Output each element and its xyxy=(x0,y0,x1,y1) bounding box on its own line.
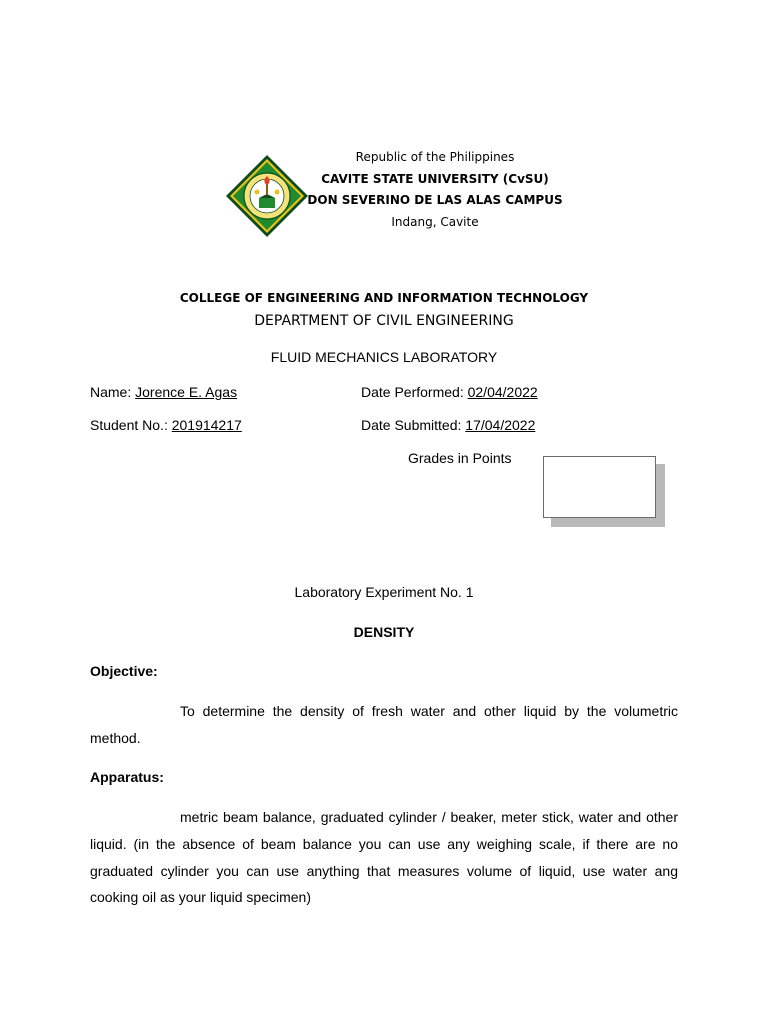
date-performed-field xyxy=(361,384,538,400)
experiment-title: DENSITY xyxy=(353,624,415,640)
date-performed-value: 02/04/2022 xyxy=(467,384,538,400)
objective-heading: Objective: xyxy=(90,663,158,679)
apparatus-text: metric beam balance, graduated cylinder / beaker, meter stick, water and other liquid. (in the absence of beam balance you can use any weighing scale, if there are no graduated cylinder you can use anything that measures volume of liquid, use water ang cooking oil as your liquid specimen) xyxy=(90,809,678,906)
campus-line: DON SEVERINO DE LAS ALAS CAMPUS xyxy=(307,193,563,207)
date-performed-label: Date Performed: xyxy=(361,384,468,400)
date-submitted-field xyxy=(361,417,535,433)
experiment-number: Laboratory Experiment No. 1 xyxy=(294,584,474,600)
date-submitted-value: 17/04/2022 xyxy=(465,417,536,433)
cvsu-seal-logo xyxy=(225,154,309,238)
name-label: Name: xyxy=(90,384,136,400)
location-line: Indang, Cavite xyxy=(391,214,479,229)
date-submitted-label: Date Submitted: xyxy=(361,417,466,433)
lab-title: FLUID MECHANICS LABORATORY xyxy=(270,349,498,365)
college-title: COLLEGE OF ENGINEERING AND INFORMATION TECHNOLOGY xyxy=(179,291,589,305)
student-no-label: Student No.: xyxy=(90,417,172,433)
grade-box xyxy=(543,456,656,518)
apparatus-heading: Apparatus: xyxy=(90,769,164,785)
name-value: Jorence E. Agas xyxy=(135,384,238,400)
university-line: CAVITE STATE UNIVERSITY (CvSU) xyxy=(321,171,549,186)
objective-text: To determine the density of fresh water and other liquid by the volumetric method. xyxy=(90,703,678,746)
institution-header xyxy=(300,147,570,233)
grades-label: Grades in Points xyxy=(408,450,512,466)
student-no-field xyxy=(90,417,242,433)
name-field xyxy=(90,384,237,400)
republic-line: Republic of the Philippines xyxy=(355,150,515,164)
department-title: DEPARTMENT OF CIVIL ENGINEERING xyxy=(254,313,514,329)
student-no-value: 201914217 xyxy=(171,417,242,433)
